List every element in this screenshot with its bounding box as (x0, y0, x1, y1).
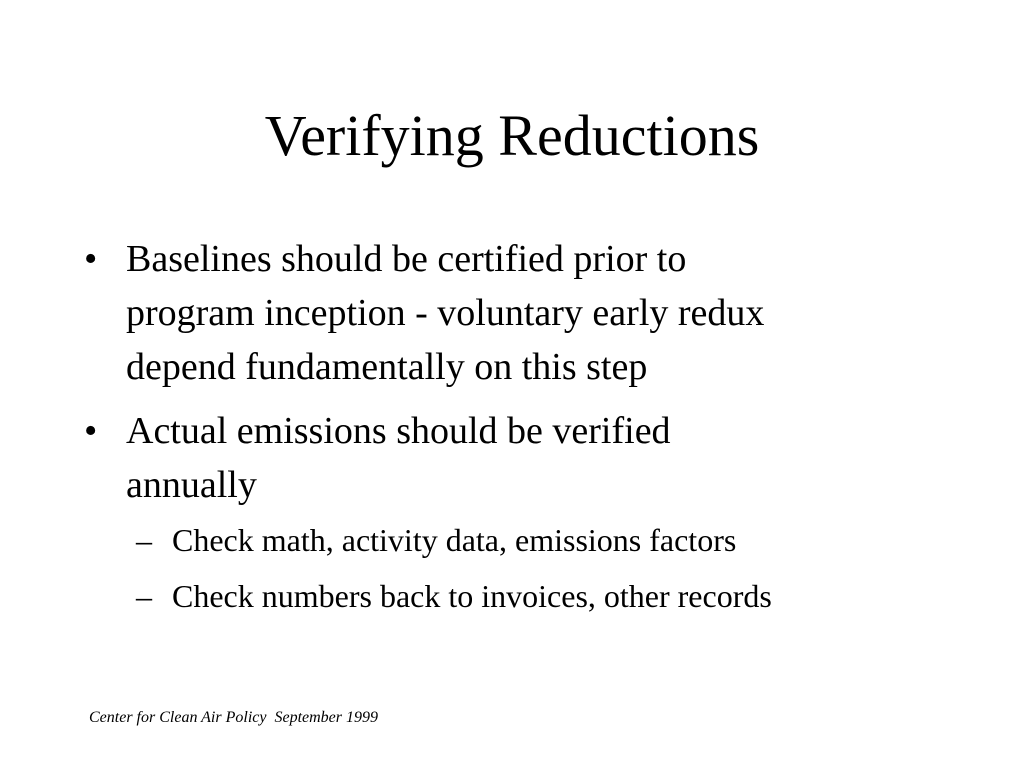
slide-title: Verifying Reductions (264, 103, 760, 168)
sub-bullet-text: Check math, activity data, emissions factors (172, 522, 737, 558)
slide-footer: Center for Clean Air Policy September 1999 (89, 709, 378, 726)
bullet-line: Baselines should be certified prior to (126, 238, 687, 280)
bullet-line: program inception - voluntary early redux (126, 292, 765, 334)
bullet-line: Actual emissions should be verified (126, 410, 671, 452)
bullet-item (84, 232, 944, 394)
bullet-line: depend fundamentally on this step (126, 346, 648, 388)
bullet-line: annually (126, 464, 257, 506)
sub-bullet-list (126, 512, 944, 624)
sub-bullet-marker: – (136, 522, 152, 558)
sub-bullet-item (126, 512, 944, 568)
bullet-marker: • (84, 238, 98, 280)
bullet-list (84, 232, 944, 634)
sub-bullet-item (126, 568, 944, 624)
bullet-marker: • (84, 410, 98, 452)
sub-bullet-text: Check numbers back to invoices, other records (172, 578, 772, 614)
bullet-item (84, 404, 944, 624)
sub-bullet-marker: – (136, 578, 152, 614)
